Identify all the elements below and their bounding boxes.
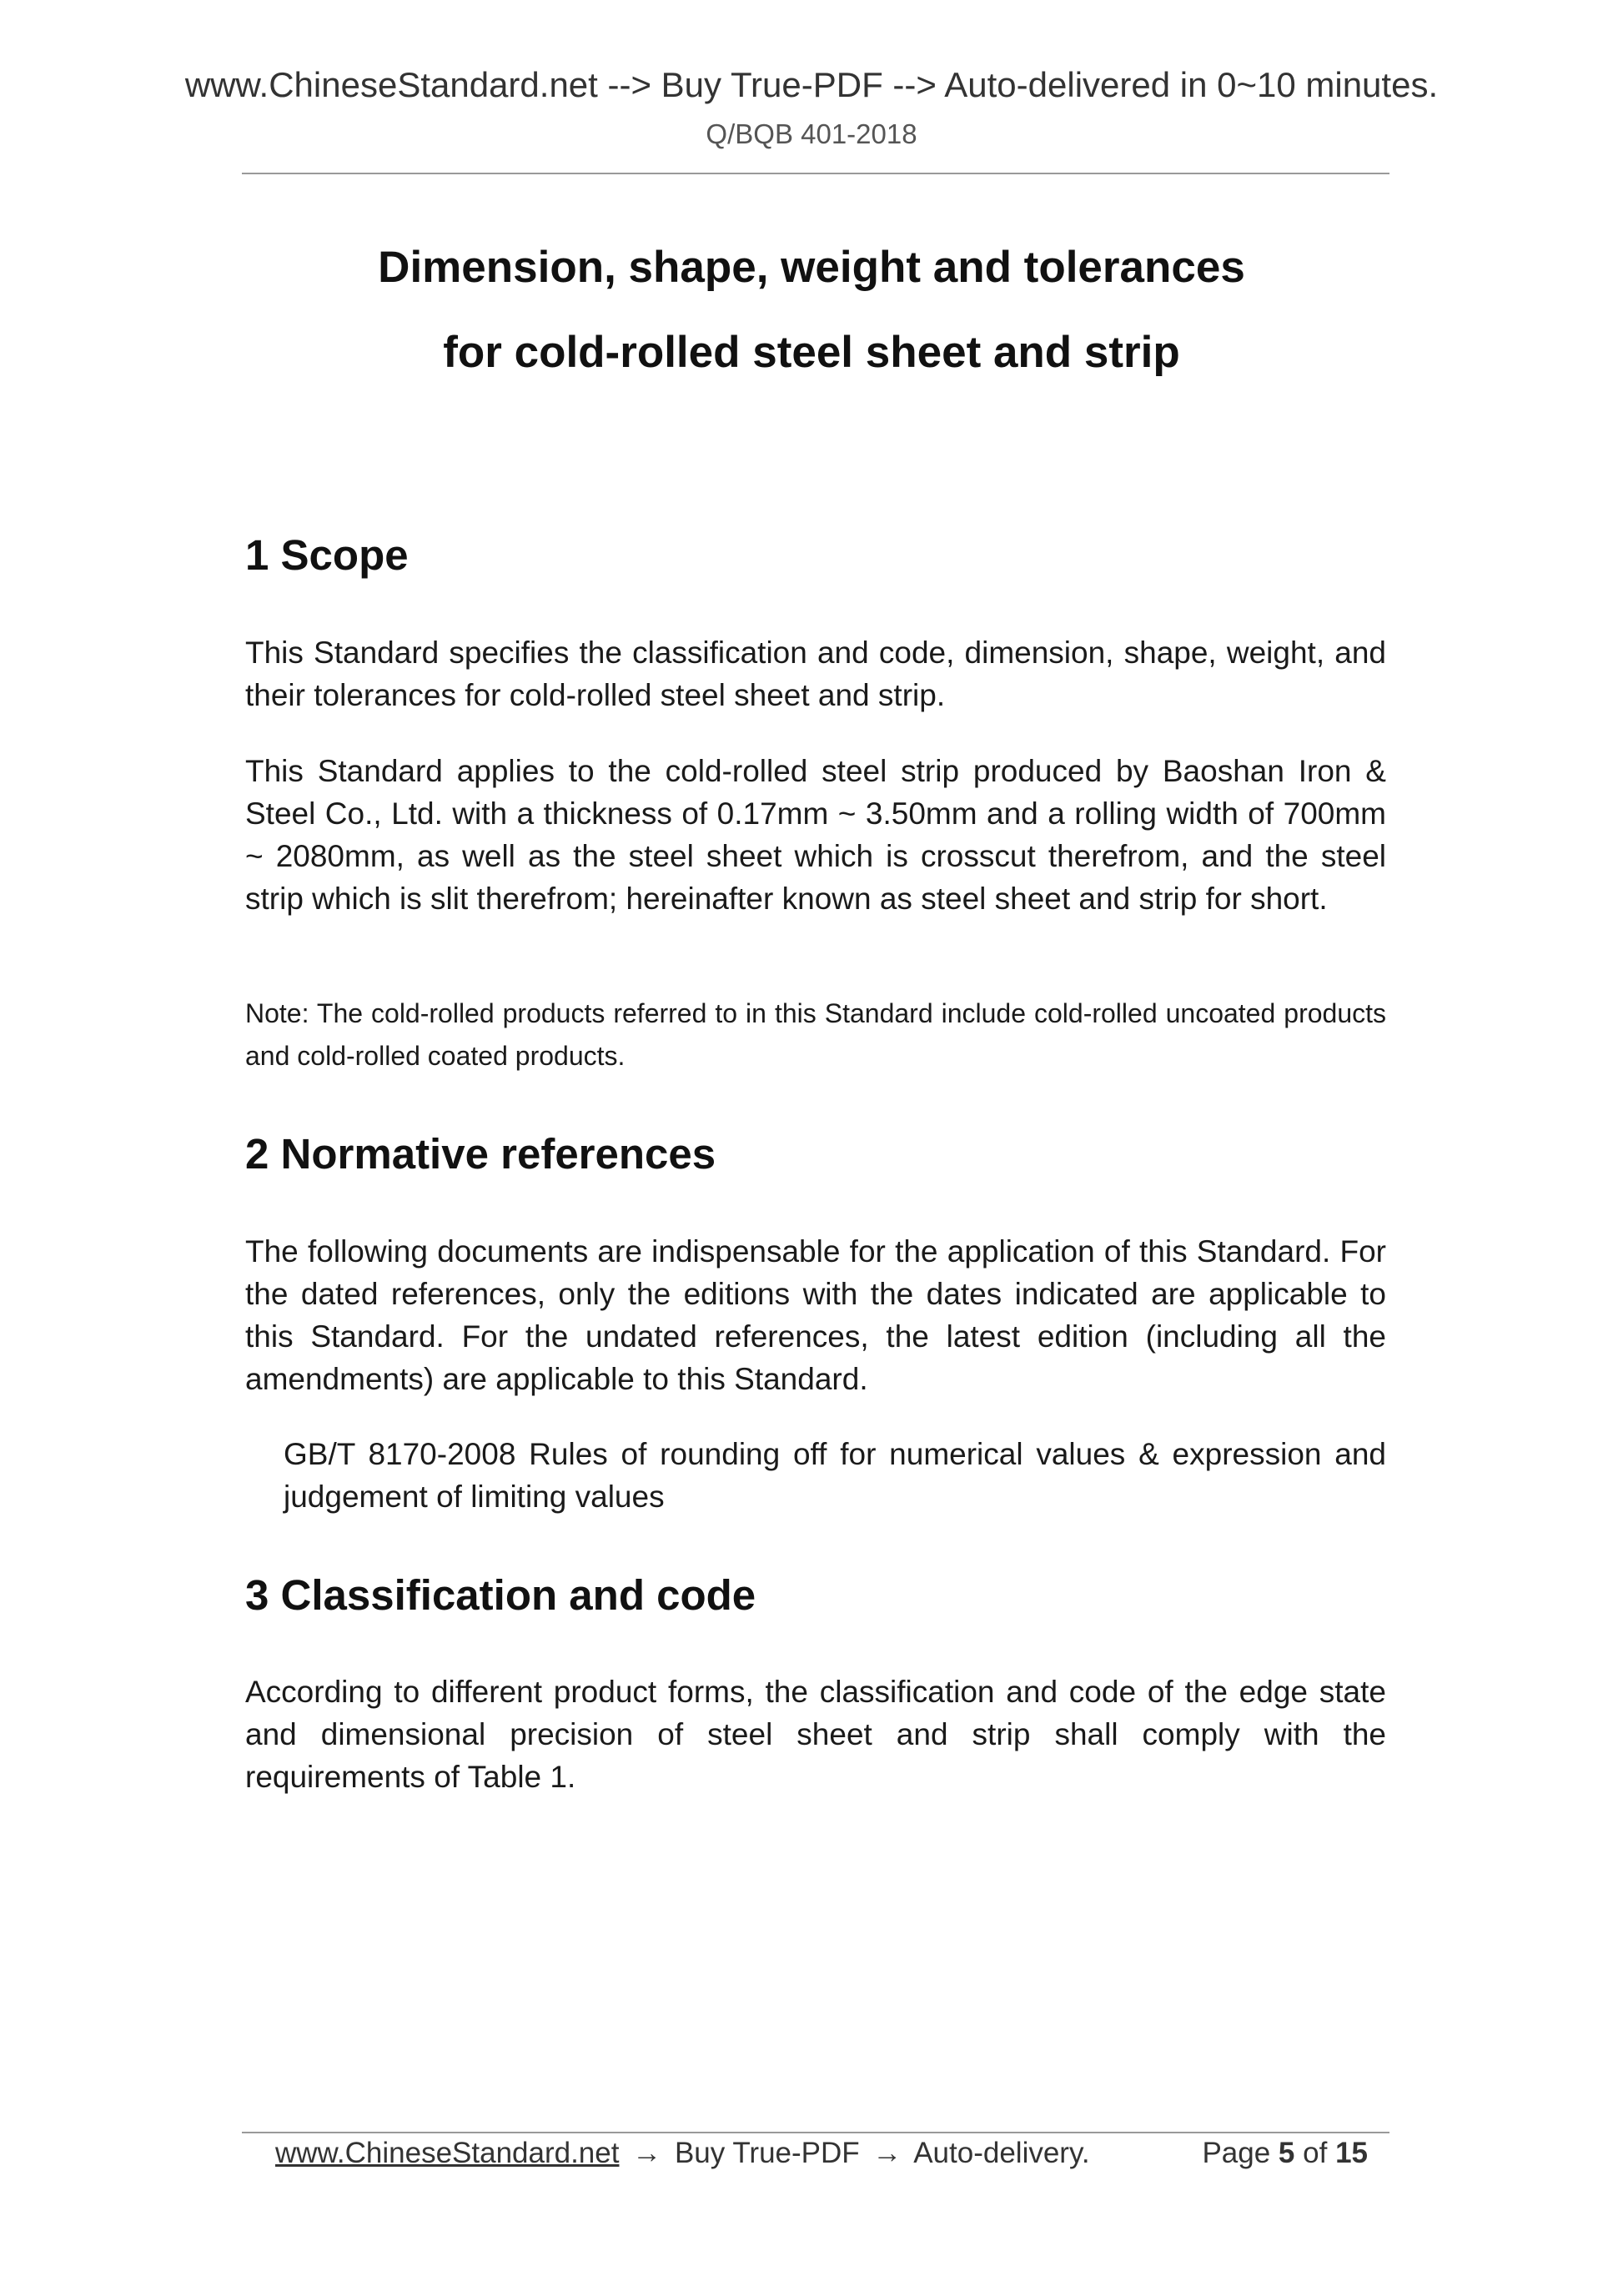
- section-heading-scope: 1 Scope: [245, 531, 409, 579]
- paragraph: This Standard specifies the classification and code, dimension, shape, weight, and their tolerances for cold-rolled steel sheet and strip.: [245, 636, 1386, 712]
- footer-divider: [242, 2132, 1389, 2133]
- normative-paragraph-1: [245, 1230, 1386, 1400]
- section-classification: [245, 1570, 1386, 1620]
- section-normative: [245, 1129, 1386, 1178]
- reference-text: GB/T 8170-2008 Rules of rounding off for numerical values & expression and judgement of limiting values: [284, 1437, 1386, 1514]
- footer-delivery-text: Auto-delivery.: [913, 2137, 1090, 2169]
- page-number: [1202, 2137, 1368, 2170]
- right-arrow-icon: →: [872, 2137, 902, 2169]
- scope-paragraph-2: [245, 750, 1386, 920]
- section-heading-classification: 3 Classification and code: [245, 1571, 756, 1619]
- document-title-line-1: Dimension, shape, weight and tolerances: [378, 243, 1245, 292]
- scope-note: [245, 992, 1386, 1078]
- footer-site-link[interactable]: www.ChineseStandard.net: [275, 2137, 620, 2169]
- page-of: of: [1303, 2137, 1328, 2169]
- page-label: Page: [1202, 2137, 1271, 2169]
- section-scope: [245, 530, 1386, 580]
- paragraph: According to different product forms, the classification and code of the edge state and dimensional precision of steel sheet and strip shall comply with the requirements of Table 1.: [245, 1675, 1386, 1794]
- scope-paragraph-1: [245, 631, 1386, 716]
- paragraph: The following documents are indispensable for the application of this Standard. For the dated references, only the editions with the dates indicated are applicable to this Standard. For the undated references, the latest edition (including all the amendments) are applicable to this Standard.: [245, 1234, 1386, 1396]
- header-divider: [242, 173, 1389, 174]
- page-footer: [275, 2137, 1368, 2170]
- page-total: 15: [1335, 2137, 1368, 2169]
- document-title-line-2: for cold-rolled steel sheet and strip: [443, 328, 1180, 377]
- classification-paragraph-1: [245, 1671, 1386, 1798]
- top-banner: www.ChineseStandard.net --> Buy True-PDF --> Auto-delivered in 0~10 minutes.: [184, 65, 1439, 104]
- standard-code: Q/BQB 401-2018: [706, 118, 917, 149]
- footer-buy-text: Buy True-PDF: [674, 2137, 860, 2169]
- page-current: 5: [1278, 2137, 1295, 2169]
- right-arrow-icon: →: [632, 2137, 662, 2169]
- note-text: Note: The cold-rolled products referred to in this Standard include cold-rolled uncoated products and cold-rolled coated products.: [245, 998, 1386, 1071]
- section-heading-normative: 2 Normative references: [245, 1130, 716, 1178]
- normative-reference-item: [284, 1433, 1386, 1518]
- paragraph: This Standard applies to the cold-rolled steel strip produced by Baoshan Iron & Steel Co., Ltd. with a thickness of 0.17mm ~ 3.50mm and a rolling width of 700mm ~ 2080mm, as well as the steel sheet which is crosscut therefrom, and the steel strip which is slit therefrom; hereinafter known as steel sheet and strip for short.: [245, 754, 1386, 916]
